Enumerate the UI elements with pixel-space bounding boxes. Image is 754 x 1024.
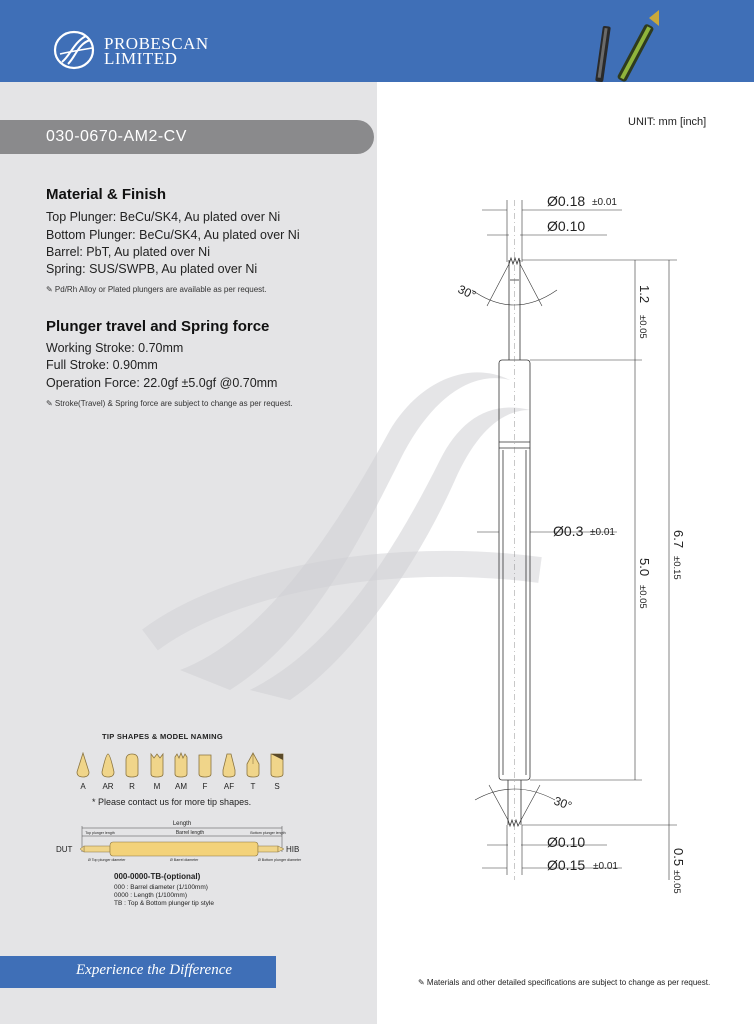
tip-label: AF	[223, 782, 235, 791]
top-inner-dia-label: Ø0.10	[547, 218, 586, 234]
footer-note: ✎ Materials and other detailed specifications are subject to change as per request.	[418, 978, 711, 987]
logo-mark-icon	[52, 28, 98, 72]
tip-contact-note: * Please contact us for more tip shapes.	[92, 797, 252, 807]
naming-dut-label: DUT	[56, 845, 73, 854]
material-line: Bottom Plunger: BeCu/SK4, Au plated over Ni	[46, 228, 300, 242]
tip-label: S	[274, 782, 280, 791]
material-line: Top Plunger: BeCu/SK4, Au plated over Ni	[46, 210, 281, 224]
tip-shape-f-icon	[194, 752, 216, 778]
model-title-bar	[0, 120, 374, 154]
naming-line: 000 : Barrel diameter (1/100mm)	[114, 884, 208, 891]
travel-line: Full Stroke: 0.90mm	[46, 358, 158, 372]
travel-note: ✎ Stroke(Travel) & Spring force are subject to change as per request.	[46, 399, 293, 408]
probe-technical-drawing	[377, 180, 754, 920]
tip-shape-s-icon	[266, 752, 288, 778]
top-length-tol-label: ±0.05	[637, 315, 648, 339]
bottom-outer-dia-label: Ø0.15	[547, 857, 586, 873]
naming-bottom-plunger-length: Bottom plunger length	[250, 831, 286, 835]
probe-photo-icon	[585, 8, 675, 82]
tip-shape-t-icon	[242, 752, 264, 778]
bottom-length-tol-label: ±0.05	[671, 870, 682, 894]
footer-slogan: Experience the Difference	[76, 962, 233, 978]
naming-length-label: Length	[172, 821, 192, 827]
company-logo	[52, 28, 232, 72]
naming-bottom-plunger-diameter: Ø Bottom plunger diameter	[258, 858, 302, 862]
bottom-outer-tol-label: ±0.01	[593, 861, 618, 872]
tip-shape-m-icon	[146, 752, 168, 778]
header-banner	[0, 0, 754, 82]
naming-barrel-diameter: Ø Barrel diameter	[170, 858, 199, 862]
travel-line: Operation Force: 22.0gf ±5.0gf @0.70mm	[46, 376, 278, 390]
tip-label: T	[250, 782, 256, 791]
material-line: Barrel: PbT, Au plated over Ni	[46, 245, 210, 259]
tip-shapes-title: TIP SHAPES & MODEL NAMING	[102, 732, 223, 741]
top-outer-dia-label: Ø0.18	[547, 193, 586, 209]
naming-line: TB : Top & Bottom plunger tip style	[114, 900, 214, 907]
tip-shape-ar-icon	[97, 752, 119, 778]
tip-shape-a-icon	[72, 752, 94, 778]
model-number: 030-0670-AM2-CV	[46, 128, 187, 145]
top-length-label: 1.2	[637, 285, 652, 304]
unit-label: UNIT: mm [inch]	[628, 116, 707, 128]
barrel-dia-label: Ø0.3	[553, 523, 584, 539]
top-outer-tol-label: ±0.01	[592, 197, 617, 208]
naming-line: 0000 : Length (1/100mm)	[114, 892, 187, 899]
tip-label: R	[129, 782, 135, 791]
naming-top-plunger-diameter: Ø Top plunger diameter	[88, 858, 126, 862]
travel-line: Working Stroke: 0.70mm	[46, 341, 184, 355]
bottom-angle-label: 30°	[551, 793, 574, 814]
travel-heading: Plunger travel and Spring force	[46, 318, 270, 335]
bottom-length-label: 0.5	[671, 848, 686, 867]
tip-shape-af-icon	[218, 752, 240, 778]
tip-label: M	[153, 782, 161, 791]
tip-shape-am-icon	[170, 752, 192, 778]
barrel-dia-tol-label: ±0.01	[590, 527, 615, 538]
bottom-inner-dia-label: Ø0.10	[547, 834, 586, 850]
material-line: Spring: SUS/SWPB, Au plated over Ni	[46, 262, 258, 276]
naming-barrel-length: Barrel length	[175, 830, 205, 836]
naming-top-plunger-length: Top plunger length	[85, 831, 115, 835]
material-note: ✎ Pd/Rh Alloy or Plated plungers are available as per request.	[46, 285, 267, 294]
material-heading: Material & Finish	[46, 186, 167, 203]
tip-shape-r-icon	[121, 752, 143, 778]
tip-label: AM	[175, 782, 187, 791]
company-name: PROBESCAN LIMITED	[104, 34, 209, 68]
naming-code: 000-0000-TB-(optional)	[114, 872, 201, 881]
tip-label: A	[80, 782, 86, 791]
tip-label: F	[202, 782, 208, 791]
total-length-tol-label: ±0.15	[671, 556, 682, 580]
top-angle-label: 30°	[455, 282, 479, 303]
barrel-length-label: 5.0	[637, 558, 652, 577]
total-length-label: 6.7	[671, 530, 686, 549]
tip-label: AR	[102, 782, 114, 791]
naming-hib-label: HIB	[286, 845, 300, 854]
model-naming-diagram	[50, 818, 310, 878]
barrel-length-tol-label: ±0.05	[637, 585, 648, 609]
